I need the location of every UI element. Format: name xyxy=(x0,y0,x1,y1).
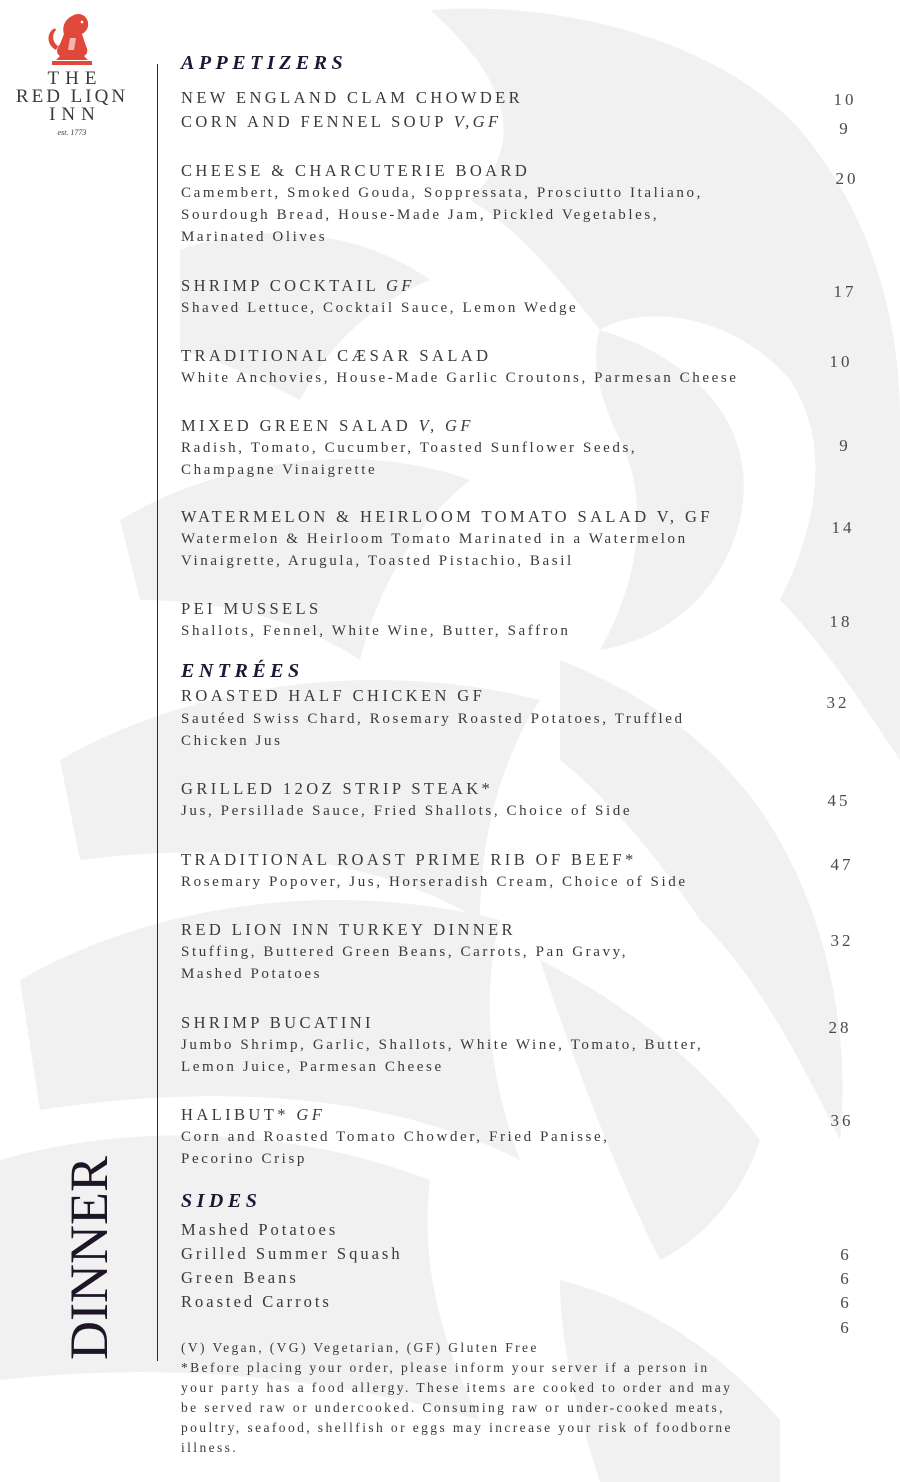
menu-item-desc: Corn and Roasted Tomato Chowder, Fried Panisse, xyxy=(181,1129,610,1145)
side-price: 6 xyxy=(840,1245,852,1264)
logo-line-red-lion: RED LIQN xyxy=(15,86,129,107)
menu-item-name: NEW ENGLAND CLAM CHOWDER xyxy=(181,88,524,107)
menu-item-name: RED LION INN TURKEY DINNER xyxy=(181,920,516,939)
menu-item-desc: Mashed Potatoes xyxy=(181,966,323,982)
dietary-tag: V,GF xyxy=(453,112,502,131)
menu-item-desc: Jus, Persillade Sauce, Fried Shallots, Choice of Side xyxy=(181,803,633,819)
menu-item-name: MIXED GREEN SALAD V, GF xyxy=(181,416,474,435)
section-title-sides: SIDES xyxy=(181,1190,262,1212)
side-item: Roasted Carrots xyxy=(181,1292,332,1311)
menu-item-desc: Chicken Jus xyxy=(181,733,283,749)
menu-item-desc: Lemon Juice, Parmesan Cheese xyxy=(181,1059,444,1075)
page-label-dinner: DINNER xyxy=(59,1156,119,1360)
red-lion-inn-logo xyxy=(8,10,136,145)
menu-item-price: 32 xyxy=(830,931,854,950)
menu-item-price: 45 xyxy=(827,791,851,810)
logo-line-inn: INN xyxy=(49,104,101,125)
allergy-disclaimer-line: your party has a food allergy. These items are cooked to order and may xyxy=(181,1380,733,1395)
side-price: 6 xyxy=(840,1318,852,1337)
menu-item-desc: Marinated Olives xyxy=(181,229,328,245)
menu-item-desc: Stuffing, Buttered Green Beans, Carrots, Pan Gravy, xyxy=(181,944,629,960)
menu-item-desc: Watermelon & Heirloom Tomato Marinated in a Watermelon xyxy=(181,531,688,547)
menu-item-name: CHEESE & CHARCUTERIE BOARD xyxy=(181,161,531,180)
lion-crest-icon xyxy=(42,10,102,68)
dietary-tag: GF xyxy=(296,1105,326,1124)
side-price: 6 xyxy=(840,1269,852,1288)
dietary-tag: GF xyxy=(385,276,415,295)
menu-item-price: 20 xyxy=(835,169,859,188)
menu-item-name: GRILLED 12OZ STRIP STEAK* xyxy=(181,779,494,798)
menu-item-price: 9 xyxy=(839,436,851,455)
menu-item-price: 36 xyxy=(830,1111,854,1130)
menu-item-name: ROASTED HALF CHICKEN GF xyxy=(181,686,486,705)
allergy-disclaimer-line: poultry, seafood, shellfish or eggs may increase your risk of foodborne xyxy=(181,1420,733,1435)
side-item: Mashed Potatoes xyxy=(181,1220,339,1239)
menu-item-price: 32 xyxy=(826,693,850,712)
menu-item-name: SHRIMP COCKTAIL GF xyxy=(181,276,415,295)
menu-item-price: 10 xyxy=(829,352,853,371)
side-price: 6 xyxy=(840,1293,852,1312)
allergy-disclaimer-line: be served raw or undercooked. Consuming raw or under-cooked meats, xyxy=(181,1400,725,1415)
menu-item-desc: Sourdough Bread, House-Made Jam, Pickled Vegetables, xyxy=(181,207,660,223)
side-item: Grilled Summer Squash xyxy=(181,1244,403,1263)
side-item: Green Beans xyxy=(181,1268,299,1287)
menu-item-name: TRADITIONAL ROAST PRIME RIB OF BEEF* xyxy=(181,850,637,869)
menu-item-price: 28 xyxy=(828,1018,852,1037)
menu-item-name: CORN AND FENNEL SOUP V,GF xyxy=(181,112,502,131)
section-title-entrees: ENTRÉES xyxy=(181,660,304,682)
menu-item-price: 18 xyxy=(829,612,853,631)
menu-item-name: HALIBUT* GF xyxy=(181,1105,326,1124)
menu-item-desc: Radish, Tomato, Cucumber, Toasted Sunflower Seeds, xyxy=(181,440,638,456)
logo-line-the: THE xyxy=(47,68,103,89)
menu-item-desc: Rosemary Popover, Jus, Horseradish Cream, Choice of Side xyxy=(181,874,688,890)
menu-item-name: WATERMELON & HEIRLOOM TOMATO SALAD V, GF xyxy=(181,507,713,526)
menu-item-desc: White Anchovies, House-Made Garlic Croutons, Parmesan Cheese xyxy=(181,370,739,386)
menu-item-price: 14 xyxy=(831,518,855,537)
allergy-disclaimer-line: illness. xyxy=(181,1440,239,1455)
menu-item-price: 47 xyxy=(830,855,854,874)
menu-item-price: 9 xyxy=(839,119,851,138)
menu-item-desc: Champagne Vinaigrette xyxy=(181,462,378,478)
section-title-appetizers: APPETIZERS xyxy=(181,52,348,74)
allergy-disclaimer-line: *Before placing your order, please inform your server if a person in xyxy=(181,1360,710,1375)
dietary-legend: (V) Vegan, (VG) Vegetarian, (GF) Gluten Free xyxy=(181,1340,539,1355)
menu-item-name: TRADITIONAL CÆSAR SALAD xyxy=(181,346,492,365)
menu-item-desc: Vinaigrette, Arugula, Toasted Pistachio, Basil xyxy=(181,553,574,569)
dietary-tag: V, GF xyxy=(418,416,474,435)
menu-item-desc: Shallots, Fennel, White Wine, Butter, Saffron xyxy=(181,623,571,639)
menu-item-name: PEI MUSSELS xyxy=(181,599,322,618)
vertical-divider xyxy=(157,64,158,1361)
menu-item-name: SHRIMP BUCATINI xyxy=(181,1013,374,1032)
menu-item-desc: Camembert, Smoked Gouda, Soppressata, Prosciutto Italiano, xyxy=(181,185,703,201)
logo-established: est. 1773 xyxy=(57,128,87,137)
menu-item-desc: Sautéed Swiss Chard, Rosemary Roasted Potatoes, Truffled xyxy=(181,711,685,727)
menu-item-price: 17 xyxy=(833,282,857,301)
menu-item-desc: Pecorino Crisp xyxy=(181,1151,307,1167)
menu-item-desc: Shaved Lettuce, Cocktail Sauce, Lemon Wedge xyxy=(181,300,579,316)
menu-item-desc: Jumbo Shrimp, Garlic, Shallots, White Wine, Tomato, Butter, xyxy=(181,1037,704,1053)
menu-item-price: 10 xyxy=(833,90,857,109)
